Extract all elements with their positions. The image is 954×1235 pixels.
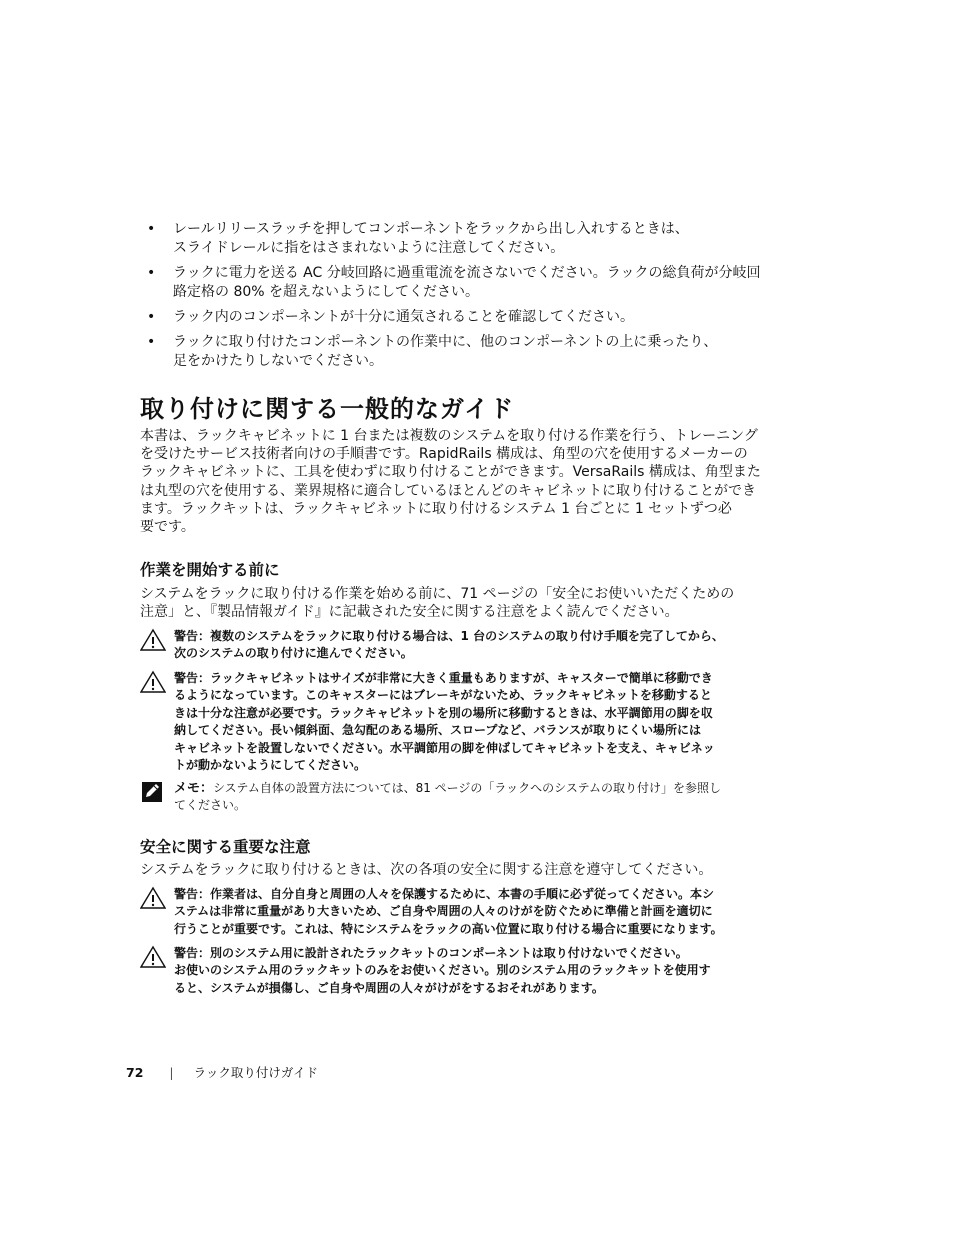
warning-line: 警告：作業者は、自分自身と周囲の人々を保護するために、本書の手順に必ず従ってください。本シ [174, 887, 715, 901]
warning-line: 行うことが重要です。これは、特にシステムをラックの高い位置に取り付ける場合に重要になります。 [174, 921, 723, 936]
intro-line: 要です。 [140, 519, 195, 536]
body-line: システムをラックに取り付ける作業を始める前に、71 ページの「安全にお使いいただくための [140, 586, 735, 602]
warning-line: 次のシステムの取り付けに進んでください。 [174, 646, 413, 661]
note-pencil-icon [140, 780, 166, 804]
warning-triangle-icon [140, 886, 166, 910]
note-line: てください。 [174, 798, 247, 812]
warning-text [174, 628, 820, 663]
bullet-item [140, 308, 820, 327]
subheading-before-start: 作業を開始する前に [140, 561, 280, 579]
bullet-symbol: • [147, 221, 156, 237]
section-heading-main: 取り付けに関する一般的なガイド [140, 395, 515, 423]
warning-triangle-icon [140, 670, 166, 694]
warning-triangle-icon [140, 628, 166, 652]
page-footer [126, 1063, 318, 1081]
bullet-line: スライドレールに指をはさまれないように注意してください。 [173, 240, 565, 256]
warning-triangle-icon [140, 945, 166, 969]
warning-line: キャビネットを設置しないでください。水平調節用の脚を伸ばしてキャビネットを支え、キャビネッ [174, 740, 715, 755]
intro-line: ラックキャビネットに、工具を使わずに取り付けることができます。VersaRails 構成は、角型また [140, 464, 761, 481]
warning-notice [140, 628, 820, 663]
warning-line: きは十分な注意が必要です。ラックキャビネットを別の場所に移動するときは、水平調節用の脚を収 [174, 705, 713, 720]
body-line: 注意」と、『製品情報ガイド』に記載された安全に関する注意をよく読んでください。 [140, 604, 679, 621]
before-start-paragraph [140, 585, 820, 621]
bullet-item [140, 264, 820, 302]
intro-line: を受けたサービス技術者向けの手順書です。RapidRails 構成は、角型の穴を使用するメーカーの [140, 446, 748, 463]
bullet-item [140, 220, 820, 258]
bullet-line: 路定格の 80% を超えないようにしてください。 [173, 284, 480, 300]
warning-line: ると、システムが損傷し、ご自身や周囲の人々がけがをするおそれがあります。 [174, 980, 604, 995]
intro-line: ます。ラックキットは、ラックキャビネットに取り付けるシステム 1 台ごとに 1 セットずつ必 [140, 500, 732, 517]
bullet-line: ラックに取り付けたコンポーネントの作業中に、他のコンポーネントの上に乗ったり、 [173, 334, 718, 350]
note-label: メモ： [174, 781, 214, 796]
warning-line: ステムは非常に重量があり大きいため、ご自身や周囲の人々のけがを防ぐために準備と計画を適切に [174, 904, 713, 919]
intro-line: 本書は、ラックキャビネットに 1 台または複数のシステムを取り付ける作業を行う、トレーニング [140, 428, 758, 444]
warning-line: るようになっています。このキャスターにはブレーキがないため、ラックキャビネットを移動すると [174, 688, 712, 703]
warning-line: お使いのシステム用のラックキットのみをお使いください。別のシステム用のラックキットを使用す [174, 963, 711, 978]
warning-notice [140, 886, 820, 938]
warning-line: 警告：別のシステム用に設計されたラックキットのコンポーネントは取り付けないでください。 [174, 946, 688, 960]
warning-line: 納してください。長い傾斜面、急勾配のある場所、スロープなど、バランスが取りにくい場所には [174, 723, 702, 738]
warning-notice [140, 670, 820, 774]
bullet-line: レールリリースラッチを押してコンポーネントをラックから出し入れするときは、 [173, 221, 689, 237]
bullet-line: ラックに電力を送る AC 分岐回路に過重電流を流さないでください。ラックの総負荷が分岐回 [173, 265, 761, 281]
warning-text [174, 945, 820, 997]
subheading-safety: 安全に関する重要な注意 [140, 838, 311, 856]
safety-paragraph [140, 861, 820, 879]
warning-line: 警告：複数のシステムをラックに取り付ける場合は、1 台のシステムの取り付け手順を完了してから、 [174, 629, 724, 643]
footer-separator: | [169, 1065, 174, 1080]
bullet-symbol: • [147, 309, 156, 325]
note-text [174, 780, 820, 814]
intro-line: は丸型の穴を使用する、業界規格に適合しているほとんどのキャビネットに取り付けることができ [140, 482, 756, 499]
bullet-symbol: • [147, 334, 156, 350]
warning-line: 警告：ラックキャビネットはサイズが非常に大きく重量もありますが、キャスターで簡単に移動でき [174, 671, 713, 685]
warning-text [174, 886, 820, 938]
intro-paragraph [140, 427, 820, 536]
page-number: 72 [126, 1065, 144, 1080]
footer-section-title: ラック取り付けガイド [193, 1065, 318, 1080]
body-line: システムをラックに取り付けるときは、次の各項の安全に関する注意を遵守してください。 [140, 862, 713, 878]
warning-line: トが動かないようにしてください。 [174, 758, 367, 773]
bullet-line: 足をかけたりしないでください。 [173, 353, 383, 369]
warning-text [174, 670, 820, 774]
bullet-line: ラック内のコンポーネントが十分に通気されることを確認してください。 [173, 309, 635, 325]
bullet-symbol: • [147, 265, 156, 281]
note-notice [140, 780, 820, 814]
bullet-item [140, 333, 820, 371]
warning-notice [140, 945, 820, 997]
bullet-list [140, 220, 820, 377]
note-line: システム自体の設置方法については、81 ページの「ラックへのシステムの取り付け」を参照し [213, 781, 721, 795]
